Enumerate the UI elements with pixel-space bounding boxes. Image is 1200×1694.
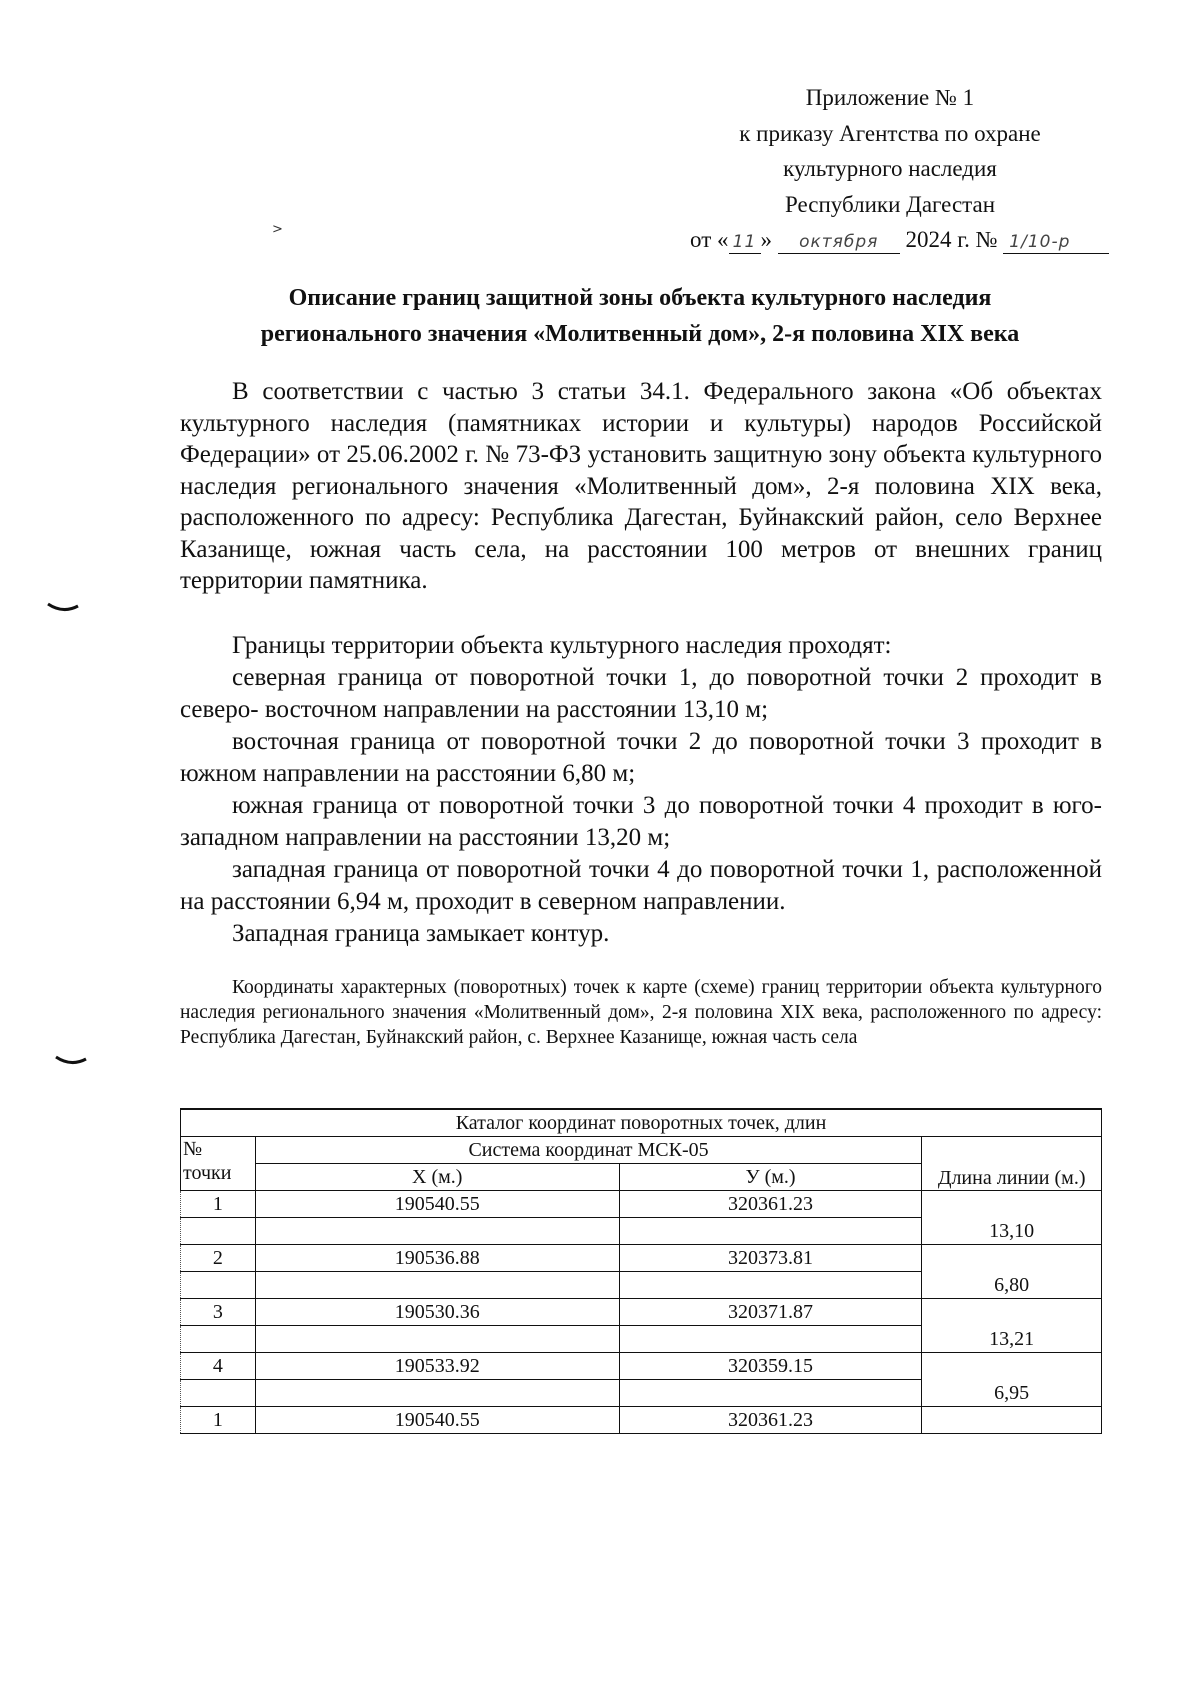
- x-header: X (м.): [255, 1164, 619, 1191]
- scan-mark: >: [272, 222, 283, 237]
- annex-order-ref: к приказу Агентства по охране: [739, 120, 1041, 146]
- handwritten-day: 11: [729, 231, 761, 254]
- borders-title: Границы территории объекта культурного наследия проходят:: [232, 632, 892, 659]
- table-row: [181, 1299, 1102, 1326]
- border-north: северная граница от поворотной точки 1, до поворотной точки 2 проходит в северо- восточном направлении на расстоянии 13,10 м;: [180, 664, 1102, 723]
- point-y: 320371.87: [619, 1299, 922, 1326]
- point-y: 320373.81: [619, 1245, 922, 1272]
- table-title: Каталог координат поворотных точек, длин: [181, 1109, 1102, 1137]
- table-row: [181, 1191, 1102, 1218]
- table-row: [181, 1326, 1102, 1353]
- table-row: [181, 1218, 1102, 1245]
- point-x: 190540.55: [255, 1407, 619, 1434]
- border-south: южная граница от поворотной точки 3 до поворотной точки 4 проходит в юго-западном направлении на расстоянии 13,20 м;: [180, 792, 1102, 851]
- intro-paragraph: В соответствии с частью 3 статьи 34.1. Федерального закона «Об объектах культурного наследия (памятниках истории и культуры) народов Российской Федерации» от 25.06.2002 г. № 73-ФЗ установить защитную зону объекта культурного наследия регионального значения «Молитвенный дом», 2-я половина XIX века, расположенного по адресу: Республика Дагестан, Буйнакский район, село Верхнее Казанище, южная часть села, на расстоянии 100 метров от внешних границ территории памятника.: [180, 378, 1102, 594]
- length-header: Длина линии (м.): [922, 1137, 1102, 1191]
- point-number: 3: [181, 1299, 256, 1326]
- document-heading: [180, 280, 1100, 352]
- point-x: 190533.92: [255, 1353, 619, 1380]
- date-prefix: от «: [690, 227, 729, 252]
- annex-date-line: [690, 222, 1090, 258]
- y-header: У (м.): [619, 1164, 922, 1191]
- point-y: 320361.23: [619, 1191, 922, 1218]
- segment-length: 13,10: [922, 1218, 1102, 1245]
- segment-length: 6,95: [922, 1380, 1102, 1407]
- table-row: [181, 1245, 1102, 1272]
- point-number: 4: [181, 1353, 256, 1380]
- date-mid: »: [760, 227, 772, 252]
- closing-line: Западная граница замыкает контур.: [232, 920, 610, 947]
- table-row: [181, 1407, 1102, 1434]
- heading-line-2: регионального значения «Молитвенный дом», 2-я половина XIX века: [260, 321, 1020, 347]
- handwritten-order-number: 1/10-р: [1003, 231, 1109, 254]
- annex-republic-line: Республики Дагестан: [785, 191, 995, 217]
- coordinate-system-header: Система координат МСК-05: [255, 1137, 922, 1164]
- table-row: [181, 1380, 1102, 1407]
- point-y: 320361.23: [619, 1407, 922, 1434]
- segment-length: 6,80: [922, 1272, 1102, 1299]
- table-row: [181, 1353, 1102, 1380]
- border-east: восточная граница от поворотной точки 2 до поворотной точки 3 проходит в южном направлении на расстоянии 6,80 м;: [180, 728, 1102, 787]
- table-row: [181, 1272, 1102, 1299]
- handwritten-month: октября: [778, 231, 900, 254]
- point-number: 2: [181, 1245, 256, 1272]
- scan-punch-mark-1: [46, 600, 80, 614]
- date-year: 2024 г. №: [905, 227, 998, 252]
- annex-agency-line: культурного наследия: [783, 156, 997, 181]
- point-number-header: № точки: [181, 1137, 256, 1191]
- border-west: западная граница от поворотной точки 4 до поворотной точки 1, расположенной на расстоянии 6,94 м, проходит в северном направлении.: [180, 856, 1102, 915]
- point-y: 320359.15: [619, 1353, 922, 1380]
- scan-punch-mark-2: [54, 1053, 88, 1067]
- segment-length: 13,21: [922, 1326, 1102, 1353]
- table-caption: Координаты характерных (поворотных) точек к карте (схеме) границ территории объекта культурного наследия регионального значения «Молитвенный дом», 2-я половина XIX века, расположенного по адресу: Республика Дагестан, Буйнакский район, с. Верхнее Казанище, южная часть села: [180, 977, 1102, 1048]
- point-number: 1: [181, 1407, 256, 1434]
- point-number: 1: [181, 1191, 256, 1218]
- point-x: 190536.88: [255, 1245, 619, 1272]
- annex-title: Приложение № 1: [805, 85, 975, 110]
- point-x: 190540.55: [255, 1191, 619, 1218]
- coordinates-table: [180, 1108, 1102, 1434]
- annex-header: [690, 80, 1090, 258]
- heading-line-1: Описание границ защитной зоны объекта культурного наследия: [288, 285, 992, 311]
- point-x: 190530.36: [255, 1299, 619, 1326]
